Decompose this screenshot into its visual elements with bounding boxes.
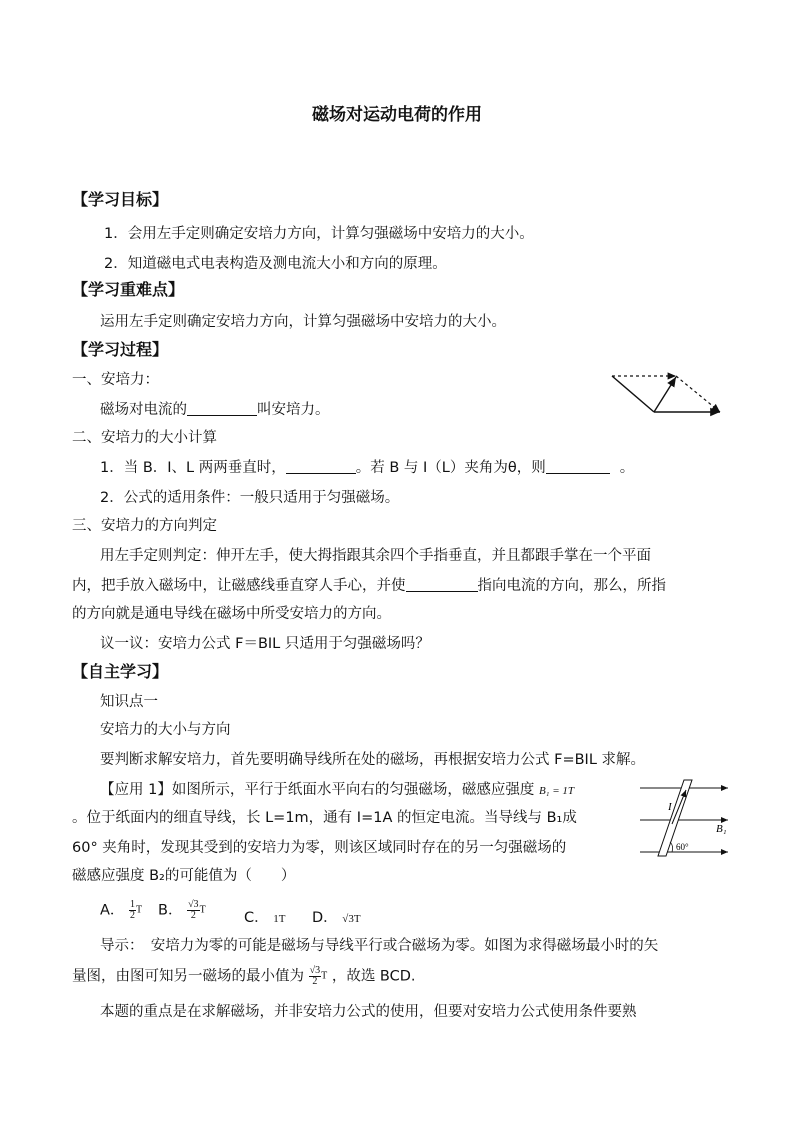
option-a-label: A． <box>100 902 125 919</box>
option-a-unit: T <box>136 904 143 916</box>
process-heading: 【学习过程】 <box>72 340 169 359</box>
part2-title: 二、安培力的大小计算 <box>72 430 217 446</box>
application-line-2: 。位于纸面内的细直导线，长 L=1m，通有 I=1A 的恒定电流。当导线与 B₁成 <box>72 810 577 826</box>
part3-line2-b: 指向电流的方向，那么，所指 <box>477 578 666 594</box>
part3-line1: 用左手定则判定：伸开左手，使大拇指跟其余四个手指垂直，并且都跟手掌在一个平面 <box>100 548 651 564</box>
self-study-intro: 要判断求解安培力，首先要明确导线所在处的磁场，再根据安培力公式 F=BIL 求解。 <box>100 752 646 768</box>
option-d[interactable] <box>312 908 361 929</box>
self-study-heading: 【自主学习】 <box>72 662 169 681</box>
option-b-label: B． <box>158 902 183 919</box>
part1-sentence <box>100 400 330 420</box>
option-c[interactable] <box>244 908 285 929</box>
key-points-text: 运用左手定则确定安培力方向，计算匀强磁场中安培力的大小。 <box>100 314 506 330</box>
application-line-4: 磁感应强度 B₂的可能值为（ ） <box>72 868 296 884</box>
application-line-1-text: 【应用 1】如图所示，平行于纸面水平向右的匀强磁场，磁感应强度 <box>100 782 535 798</box>
application-line-1 <box>100 780 574 801</box>
objectives-heading: 【学习目标】 <box>72 190 169 209</box>
guide-line-2 <box>72 966 416 987</box>
option-a[interactable] <box>100 900 142 921</box>
guide-line-2-a: 量图，由图可知另一磁场的最小值为 <box>72 968 304 985</box>
option-d-label: D． <box>312 910 338 926</box>
part2-blank-2[interactable] <box>546 459 610 474</box>
guide-line-1: 导示： 安培力为零的可能是磁场与导线平行或合磁场为零。如图为求得磁场最小时的矢 <box>100 938 659 954</box>
option-a-fraction: $\frac{1}{2}$ <box>130 899 136 921</box>
vector-solid-2 <box>654 377 676 412</box>
objective-item-2: 2．知道磁电式电表构造及测电流大小和方向的原理。 <box>104 256 447 272</box>
discuss-question: 议一议：安培力公式 F＝BIL 只适用于匀强磁场吗？ <box>100 636 430 652</box>
b1-value: B₁ = 1T <box>538 785 575 797</box>
label-current: I <box>668 801 672 813</box>
part3-line3: 的方向就是通电导线在磁场中所受安培力的方向。 <box>72 606 391 622</box>
part1-suffix: 叫安培力。 <box>257 402 330 418</box>
part3-blank[interactable] <box>406 577 478 592</box>
objective-item-1: 1．会用左手定则确定安培力方向，计算匀强磁场中安培力的大小。 <box>104 226 534 242</box>
vector-diagram <box>596 366 728 420</box>
summary-line: 本题的重点是在求解磁场，并非安培力公式的使用，但要对安培力公式使用条件要熟 <box>100 1004 637 1020</box>
part3-line2-a: 内，把手放入磁场中，让磁感线垂直穿人手心，并使 <box>72 578 406 594</box>
guide-line-2-b: ，故选 BCD. <box>331 968 416 985</box>
guide-unit: T <box>321 970 328 982</box>
vector-solid-1 <box>612 376 654 412</box>
part1-prefix: 磁场对电流的 <box>100 402 187 418</box>
page-title: 磁场对运动电荷的作用 <box>312 105 482 125</box>
part2-item1-a: 1．当 B．I、L 两两垂直时， <box>100 460 286 476</box>
knowledge-point-label: 知识点一 <box>100 694 158 710</box>
label-b1: B₁ <box>716 823 727 835</box>
option-c-label: C． <box>244 910 269 926</box>
option-b[interactable] <box>158 900 206 921</box>
part3-line2 <box>72 576 666 596</box>
field-wire-figure <box>636 774 732 864</box>
guide-fraction: $\frac{√3}{2}$ <box>309 965 321 987</box>
part3-title: 三、安培力的方向判定 <box>72 518 217 534</box>
part2-item1 <box>100 458 634 478</box>
vector-dashed-2 <box>676 376 720 412</box>
application-line-3: 60° 夹角时，发现其受到的安培力为零，则该区域同时存在的另一匀强磁场的 <box>72 840 567 856</box>
part1-title: 一、安培力： <box>72 372 159 388</box>
option-d-value: √3T <box>342 913 361 925</box>
part2-item1-c: 。 <box>619 460 635 476</box>
part2-item1-b: 。若 B 与 I（L）夹角为θ，则 <box>355 460 546 476</box>
option-b-fraction: $\frac{√3}{2}$ <box>188 899 199 921</box>
part2-blank-1[interactable] <box>286 459 356 474</box>
key-points-heading: 【学习重难点】 <box>72 280 185 299</box>
option-b-unit: T <box>199 904 206 916</box>
part1-blank[interactable] <box>187 401 257 416</box>
knowledge-point-title: 安培力的大小与方向 <box>100 722 231 738</box>
label-angle: 60° <box>676 842 689 852</box>
part2-item2: 2．公式的适用条件：一般只适用于匀强磁场。 <box>100 490 400 506</box>
option-c-value: 1T <box>273 913 286 925</box>
